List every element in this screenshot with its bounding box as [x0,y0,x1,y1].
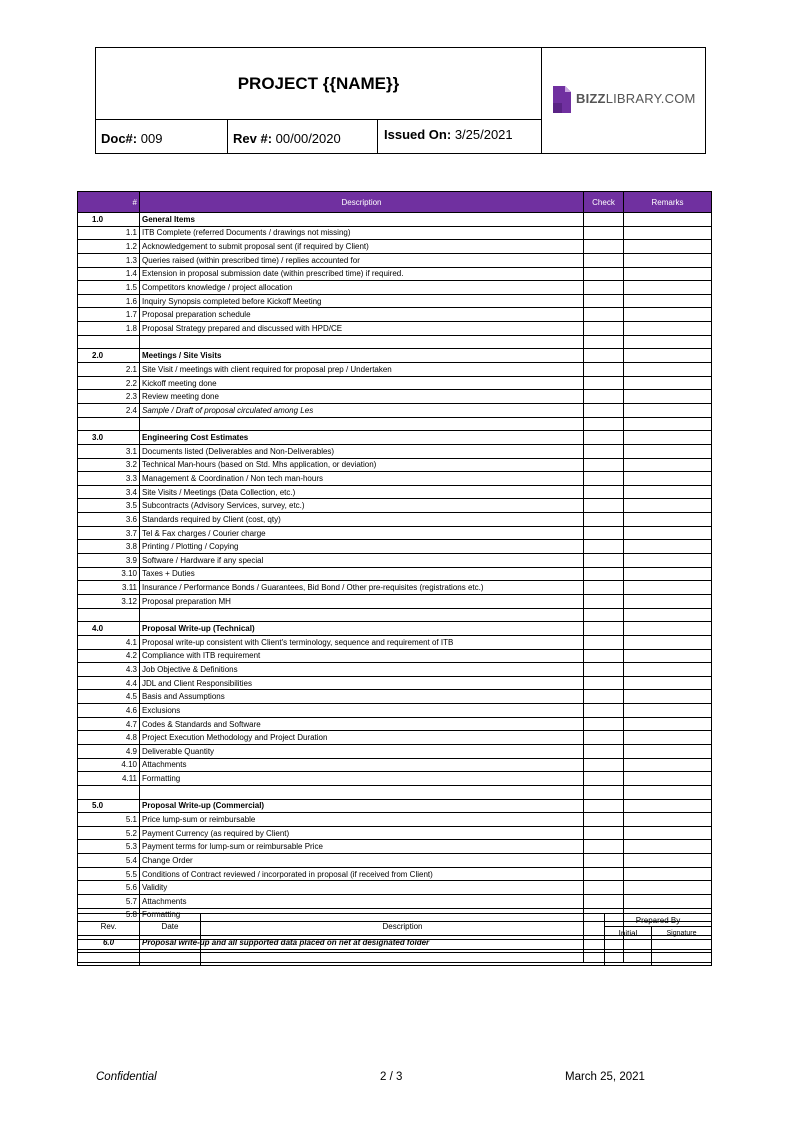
remarks-cell[interactable] [624,704,712,718]
footer-confidential: Confidential [96,1071,157,1083]
logo-cell [542,48,707,155]
remarks-cell[interactable] [624,826,712,840]
remarks-cell[interactable] [624,308,712,322]
item-description: Deliverable Quantity [140,744,584,758]
item-description: Payment terms for lump-sum or reimbursable Price [140,840,584,854]
table-row [78,226,712,240]
item-number: 4.4 [78,676,140,690]
blank-row [78,417,712,431]
rev-number-cell [228,120,378,154]
item-description: Taxes + Duties [140,567,584,581]
item-description: Proposal preparation MH [140,594,584,608]
remarks-cell[interactable] [624,731,712,745]
table-row [78,281,712,295]
remarks-cell[interactable] [624,499,712,513]
item-description: Project Execution Methodology and Project Duration [140,731,584,745]
check-cell[interactable] [584,826,624,840]
table-row [78,663,712,677]
check-cell[interactable] [584,731,624,745]
table-row [78,322,712,336]
check-cell[interactable] [584,499,624,513]
item-description: Inquiry Synopsis completed before Kickoff Meeting [140,294,584,308]
check-cell[interactable] [584,540,624,554]
check-cell[interactable] [584,744,624,758]
item-number: 5.6 [78,881,140,895]
item-number: 5.7 [78,895,140,909]
check-cell[interactable] [584,485,624,499]
date-header: Date [140,914,201,940]
item-number: 4.6 [78,704,140,718]
revision-table [77,913,712,966]
document-header [95,47,706,154]
item-description: Competitors knowledge / project allocation [140,281,584,295]
table-row [78,240,712,254]
rev-number-label: Rev #: [233,131,273,146]
item-number: 1.6 [78,294,140,308]
item-description: Change Order [140,854,584,868]
item-number: 3.7 [78,526,140,540]
item-description: Insurance / Performance Bonds / Guarantees, Bid Bond / Other pre-requisites (registrations etc.) [140,581,584,595]
item-number: 4.7 [78,717,140,731]
doc-number-label: Doc#: [101,131,138,146]
item-number: 3.12 [78,594,140,608]
remarks-cell[interactable] [624,840,712,854]
item-description: Validity [140,881,584,895]
remarks-cell[interactable] [624,649,712,663]
revision-row [78,953,712,966]
issued-on-cell [378,120,542,154]
item-number: 1.1 [78,226,140,240]
check-cell[interactable] [584,253,624,267]
remarks-cell[interactable] [624,403,712,417]
remarks-cell[interactable] [624,526,712,540]
section-title: Meetings / Site Visits [140,349,584,363]
item-number: 2.2 [78,376,140,390]
footer-page-number: 2 / 3 [380,1071,403,1083]
table-row [78,513,712,527]
item-description: Job Objective & Definitions [140,663,584,677]
remarks-cell[interactable] [624,213,712,227]
table-row [78,540,712,554]
signature-header: Signature [652,927,712,940]
item-description: Printing / Plotting / Copying [140,540,584,554]
item-description: Site Visits / Meetings (Data Collection, etc.) [140,485,584,499]
check-cell[interactable] [584,526,624,540]
remarks-cell[interactable] [624,799,712,813]
check-cell[interactable] [584,758,624,772]
item-number: 4.1 [78,635,140,649]
remarks-cell[interactable] [624,294,712,308]
remarks-cell[interactable] [624,390,712,404]
blank-row [78,335,712,349]
table-row [78,854,712,868]
item-description: ITB Complete (referred Documents / drawings not missing) [140,226,584,240]
check-cell[interactable] [584,226,624,240]
item-number: 3.5 [78,499,140,513]
check-cell[interactable] [584,240,624,254]
item-number: 4.3 [78,663,140,677]
check-cell[interactable] [584,376,624,390]
table-row [78,499,712,513]
table-row [78,581,712,595]
table-row [78,376,712,390]
section-row [78,622,712,636]
blank-row [78,608,712,622]
table-row [78,840,712,854]
item-number: 3.3 [78,472,140,486]
table-row [78,649,712,663]
remarks-cell[interactable] [624,663,712,677]
item-description: Conditions of Contract reviewed / incorporated in proposal (if received from Client) [140,867,584,881]
check-cell[interactable] [584,567,624,581]
check-cell[interactable] [584,840,624,854]
remarks-cell[interactable] [624,567,712,581]
check-cell[interactable] [584,513,624,527]
revision-row [78,940,712,953]
item-description: Compliance with ITB requirement [140,649,584,663]
remarks-cell[interactable] [624,895,712,909]
item-number: 5.4 [78,854,140,868]
remarks-cell[interactable] [624,676,712,690]
revision-header-row [78,914,712,927]
remarks-cell[interactable] [624,226,712,240]
remarks-cell[interactable] [624,717,712,731]
table-row [78,363,712,377]
table-row [78,554,712,568]
item-description: Formatting [140,908,584,922]
item-number: 5.8 [78,908,140,922]
remarks-cell[interactable] [624,267,712,281]
check-cell[interactable] [584,363,624,377]
item-number: 4.8 [78,731,140,745]
section-title: Engineering Cost Estimates [140,431,584,445]
table-row [78,881,712,895]
table-row [78,403,712,417]
check-cell[interactable] [584,581,624,595]
remarks-cell[interactable] [624,240,712,254]
item-number: 4.5 [78,690,140,704]
check-cell[interactable] [584,322,624,336]
table-row [78,267,712,281]
item-description: Subcontracts (Advisory Services, survey, etc.) [140,499,584,513]
item-description: Codes & Standards and Software [140,717,584,731]
check-cell[interactable] [584,635,624,649]
table-row [78,594,712,608]
final-number: 6.0 [78,935,140,949]
table-header-row [78,192,712,213]
item-description: Exclusions [140,704,584,718]
table-row [78,772,712,786]
remarks-cell[interactable] [624,458,712,472]
item-description: Sample / Draft of proposal circulated among Les [140,403,584,417]
item-number: 5.1 [78,813,140,827]
item-number: 4.10 [78,758,140,772]
item-number: 3.9 [78,554,140,568]
section-number: 2.0 [78,349,140,363]
check-cell[interactable] [584,444,624,458]
section-row [78,213,712,227]
doc-number-value: 009 [140,131,163,146]
col-header-check: Check [584,192,624,213]
check-cell[interactable] [584,281,624,295]
check-cell[interactable] [584,676,624,690]
remarks-cell[interactable] [624,854,712,868]
table-row [78,826,712,840]
table-row [78,635,712,649]
item-number: 1.8 [78,322,140,336]
item-description: Basis and Assumptions [140,690,584,704]
rev-header: Rev. [78,914,140,940]
section-title: General Items [140,213,584,227]
remarks-cell[interactable] [624,376,712,390]
table-row [78,690,712,704]
remarks-cell[interactable] [624,635,712,649]
section-row [78,431,712,445]
item-description: Attachments [140,758,584,772]
item-number: 1.5 [78,281,140,295]
item-description: Management & Coordination / Non tech man-hours [140,472,584,486]
check-cell[interactable] [584,881,624,895]
remarks-cell[interactable] [624,513,712,527]
item-number: 3.11 [78,581,140,595]
section-number: 5.0 [78,799,140,813]
item-number: 3.4 [78,485,140,499]
item-description: Review meeting done [140,390,584,404]
item-description: Standards required by Client (cost, qty) [140,513,584,527]
item-number: 1.3 [78,253,140,267]
check-cell[interactable] [584,813,624,827]
remarks-cell[interactable] [624,444,712,458]
table-row [78,294,712,308]
check-cell[interactable] [584,717,624,731]
remarks-cell[interactable] [624,881,712,895]
prepared-by-header: Prepared By [605,914,712,927]
check-cell[interactable] [584,390,624,404]
table-row [78,717,712,731]
description-header: Description [201,914,605,940]
section-number: 1.0 [78,213,140,227]
item-description: Acknowledgement to submit proposal sent (if required by Client) [140,240,584,254]
check-cell[interactable] [584,349,624,363]
item-number: 3.1 [78,444,140,458]
table-row [78,308,712,322]
col-header-number: # [78,192,140,213]
item-number: 3.2 [78,458,140,472]
remarks-cell[interactable] [624,322,712,336]
check-cell[interactable] [584,622,624,636]
remarks-cell[interactable] [624,813,712,827]
table-row [78,472,712,486]
rev-number-value: 00/00/2020 [275,131,341,146]
remarks-cell[interactable] [624,431,712,445]
doc-number-cell [96,120,228,154]
item-description: Payment Currency (as required by Client) [140,826,584,840]
item-description: Proposal Strategy prepared and discussed with HPD/CE [140,322,584,336]
check-cell[interactable] [584,772,624,786]
col-header-description: Description [140,192,584,213]
check-cell[interactable] [584,213,624,227]
blank-row [78,785,712,799]
check-cell[interactable] [584,403,624,417]
check-cell[interactable] [584,649,624,663]
item-description: Tel & Fax charges / Courier charge [140,526,584,540]
check-cell[interactable] [584,308,624,322]
remarks-cell[interactable] [624,540,712,554]
issued-on-label: Issued On: [384,127,452,142]
table-row [78,485,712,499]
table-row [78,526,712,540]
item-description: Technical Man-hours (based on Std. Mhs application, or deviation) [140,458,584,472]
title-cell [96,48,542,120]
item-number: 5.2 [78,826,140,840]
item-description: Attachments [140,895,584,909]
item-description: JDL and Client Responsibilities [140,676,584,690]
initial-header: Initial [605,927,652,940]
check-cell[interactable] [584,799,624,813]
item-number: 2.4 [78,403,140,417]
table-row [78,867,712,881]
item-description: Proposal write-up consistent with Client's terminology, sequence and requirement of ITB [140,635,584,649]
table-row [78,567,712,581]
check-cell[interactable] [584,431,624,445]
item-description: Proposal preparation schedule [140,308,584,322]
item-number: 3.10 [78,567,140,581]
check-cell[interactable] [584,867,624,881]
check-cell[interactable] [584,267,624,281]
item-description: Kickoff meeting done [140,376,584,390]
item-number: 4.11 [78,772,140,786]
table-row [78,813,712,827]
section-row [78,349,712,363]
check-cell[interactable] [584,458,624,472]
remarks-cell[interactable] [624,281,712,295]
item-description: Extension in proposal submission date (within prescribed time) if required. [140,267,584,281]
remarks-cell[interactable] [624,594,712,608]
remarks-cell[interactable] [624,744,712,758]
item-number: 5.3 [78,840,140,854]
section-number: 3.0 [78,431,140,445]
item-description: Documents listed (Deliverables and Non-Deliverables) [140,444,584,458]
check-cell[interactable] [584,895,624,909]
table-row [78,458,712,472]
remarks-cell[interactable] [624,253,712,267]
section-title: Proposal Write-up (Technical) [140,622,584,636]
check-cell[interactable] [584,294,624,308]
table-row [78,253,712,267]
remarks-cell[interactable] [624,581,712,595]
check-cell[interactable] [584,472,624,486]
table-row [78,744,712,758]
page-title: PROJECT {{NAME}} [237,74,400,93]
checklist-table [77,191,712,963]
remarks-cell[interactable] [624,758,712,772]
section-row [78,799,712,813]
remarks-cell[interactable] [624,363,712,377]
col-header-remarks: Remarks [624,192,712,213]
remarks-cell[interactable] [624,690,712,704]
item-description: Software / Hardware if any special [140,554,584,568]
remarks-cell[interactable] [624,622,712,636]
item-description: Formatting [140,772,584,786]
section-title: Proposal Write-up (Commercial) [140,799,584,813]
remarks-cell[interactable] [624,772,712,786]
check-cell[interactable] [584,663,624,677]
check-cell[interactable] [584,594,624,608]
item-number: 3.6 [78,513,140,527]
item-number: 4.9 [78,744,140,758]
section-number: 4.0 [78,622,140,636]
check-cell[interactable] [584,554,624,568]
item-number: 5.5 [78,867,140,881]
check-cell[interactable] [584,690,624,704]
remarks-cell[interactable] [624,554,712,568]
remarks-cell[interactable] [624,867,712,881]
item-number: 4.2 [78,649,140,663]
table-row [78,895,712,909]
item-number: 1.4 [78,267,140,281]
footer-date: March 25, 2021 [565,1071,645,1083]
logo-text: BIZZLIBRARY.COM [576,91,696,106]
document-logo-icon [553,86,571,113]
item-description: Queries raised (within prescribed time) / replies accounted for [140,253,584,267]
remarks-cell[interactable] [624,485,712,499]
item-description: Price lump-sum or reimbursable [140,813,584,827]
check-cell[interactable] [584,704,624,718]
table-row [78,444,712,458]
table-row [78,731,712,745]
item-description: Site Visit / meetings with client required for proposal prep / Undertaken [140,363,584,377]
item-number: 3.8 [78,540,140,554]
table-row [78,704,712,718]
table-row [78,390,712,404]
remarks-cell[interactable] [624,349,712,363]
table-row [78,676,712,690]
check-cell[interactable] [584,854,624,868]
item-number: 2.1 [78,363,140,377]
issued-on-value: 3/25/2021 [454,127,513,142]
item-number: 1.2 [78,240,140,254]
final-description: Proposal write-up and all supported data placed on net at designated folder [140,935,584,949]
table-row [78,758,712,772]
remarks-cell[interactable] [624,472,712,486]
item-number: 1.7 [78,308,140,322]
item-number: 2.3 [78,390,140,404]
